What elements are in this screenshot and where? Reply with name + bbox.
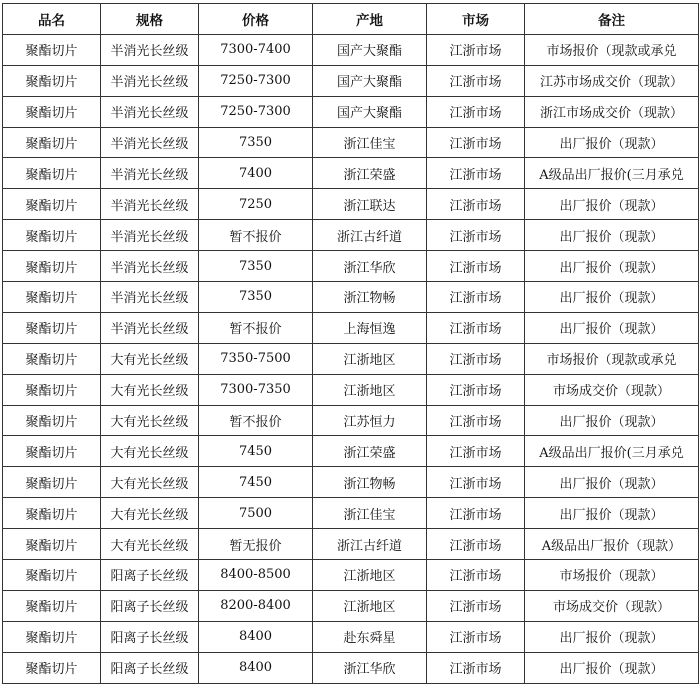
cell-market: 江浙市场 xyxy=(427,652,525,683)
cell-remark: A级品出厂报价(三月承兑 xyxy=(525,158,699,189)
cell-remark: 出厂报价（现款） xyxy=(525,467,699,498)
cell-product: 聚酯切片 xyxy=(3,529,101,560)
cell-remark: 市场报价（现款或承兑 xyxy=(525,34,699,65)
cell-price: 8400 xyxy=(199,621,313,652)
cell-origin: 江浙地区 xyxy=(313,560,427,591)
cell-product: 聚酯切片 xyxy=(3,251,101,282)
cell-spec: 半消光长丝级 xyxy=(101,220,199,251)
table-row xyxy=(3,343,699,374)
cell-product: 聚酯切片 xyxy=(3,405,101,436)
table-row xyxy=(3,220,699,251)
cell-origin: 江浙地区 xyxy=(313,343,427,374)
cell-remark: 出厂报价（现款） xyxy=(525,621,699,652)
cell-origin: 国产大聚酯 xyxy=(313,34,427,65)
header-market: 市场 xyxy=(427,4,525,35)
cell-remark: 市场成交价（现款） xyxy=(525,590,699,621)
cell-spec: 半消光长丝级 xyxy=(101,127,199,158)
cell-product: 聚酯切片 xyxy=(3,621,101,652)
cell-spec: 大有光长丝级 xyxy=(101,405,199,436)
cell-remark: 市场报价（现款） xyxy=(525,560,699,591)
cell-origin: 上海恒逸 xyxy=(313,312,427,343)
cell-spec: 半消光长丝级 xyxy=(101,251,199,282)
table-body xyxy=(3,34,699,683)
header-origin: 产地 xyxy=(313,4,427,35)
table-row xyxy=(3,436,699,467)
cell-market: 江浙市场 xyxy=(427,560,525,591)
table-row xyxy=(3,158,699,189)
cell-market: 江浙市场 xyxy=(427,251,525,282)
cell-market: 江浙市场 xyxy=(427,220,525,251)
cell-origin: 浙江联达 xyxy=(313,189,427,220)
cell-product: 聚酯切片 xyxy=(3,374,101,405)
header-product: 品名 xyxy=(3,4,101,35)
cell-spec: 半消光长丝级 xyxy=(101,65,199,96)
header-row xyxy=(3,4,699,35)
cell-product: 聚酯切片 xyxy=(3,65,101,96)
cell-price: 暂不报价 xyxy=(199,220,313,251)
cell-market: 江浙市场 xyxy=(427,529,525,560)
cell-market: 江浙市场 xyxy=(427,590,525,621)
cell-remark: 浙江市场成交价（现款） xyxy=(525,96,699,127)
table-row xyxy=(3,127,699,158)
cell-spec: 大有光长丝级 xyxy=(101,436,199,467)
cell-product: 聚酯切片 xyxy=(3,158,101,189)
cell-market: 江浙市场 xyxy=(427,312,525,343)
cell-market: 江浙市场 xyxy=(427,498,525,529)
cell-remark: 出厂报价（现款） xyxy=(525,405,699,436)
cell-price: 8200-8400 xyxy=(199,590,313,621)
table-row xyxy=(3,65,699,96)
cell-product: 聚酯切片 xyxy=(3,127,101,158)
cell-market: 江浙市场 xyxy=(427,405,525,436)
cell-market: 江浙市场 xyxy=(427,127,525,158)
cell-market: 江浙市场 xyxy=(427,158,525,189)
cell-market: 江浙市场 xyxy=(427,282,525,313)
cell-market: 江浙市场 xyxy=(427,621,525,652)
table-row xyxy=(3,34,699,65)
cell-origin: 国产大聚酯 xyxy=(313,96,427,127)
table-row xyxy=(3,621,699,652)
cell-price: 7500 xyxy=(199,498,313,529)
cell-price: 7300-7350 xyxy=(199,374,313,405)
cell-spec: 半消光长丝级 xyxy=(101,282,199,313)
cell-price: 暂不报价 xyxy=(199,312,313,343)
table-row xyxy=(3,251,699,282)
header-spec: 规格 xyxy=(101,4,199,35)
cell-spec: 阳离子长丝级 xyxy=(101,590,199,621)
cell-remark: 出厂报价（现款） xyxy=(525,498,699,529)
cell-product: 聚酯切片 xyxy=(3,652,101,683)
cell-spec: 半消光长丝级 xyxy=(101,158,199,189)
cell-remark: A级品出厂报价(三月承兑 xyxy=(525,436,699,467)
cell-spec: 大有光长丝级 xyxy=(101,343,199,374)
cell-spec: 大有光长丝级 xyxy=(101,374,199,405)
cell-origin: 江浙地区 xyxy=(313,590,427,621)
cell-price: 7300-7400 xyxy=(199,34,313,65)
cell-price: 7350 xyxy=(199,282,313,313)
cell-remark: 出厂报价（现款） xyxy=(525,282,699,313)
cell-origin: 江浙地区 xyxy=(313,374,427,405)
cell-remark: 江苏市场成交价（现款） xyxy=(525,65,699,96)
cell-origin: 浙江华欣 xyxy=(313,251,427,282)
cell-product: 聚酯切片 xyxy=(3,34,101,65)
cell-product: 聚酯切片 xyxy=(3,590,101,621)
table-row xyxy=(3,189,699,220)
cell-market: 江浙市场 xyxy=(427,96,525,127)
cell-origin: 浙江古纤道 xyxy=(313,529,427,560)
price-table xyxy=(2,3,699,684)
cell-product: 聚酯切片 xyxy=(3,189,101,220)
cell-market: 江浙市场 xyxy=(427,374,525,405)
cell-spec: 大有光长丝级 xyxy=(101,498,199,529)
cell-spec: 半消光长丝级 xyxy=(101,96,199,127)
cell-spec: 阳离子长丝级 xyxy=(101,652,199,683)
cell-price: 7350 xyxy=(199,251,313,282)
cell-origin: 赴东舜星 xyxy=(313,621,427,652)
cell-price: 7350 xyxy=(199,127,313,158)
cell-market: 江浙市场 xyxy=(427,436,525,467)
cell-origin: 浙江华欣 xyxy=(313,652,427,683)
cell-origin: 浙江古纤道 xyxy=(313,220,427,251)
cell-product: 聚酯切片 xyxy=(3,96,101,127)
cell-spec: 大有光长丝级 xyxy=(101,467,199,498)
cell-market: 江浙市场 xyxy=(427,189,525,220)
cell-price: 暂无报价 xyxy=(199,529,313,560)
table-row xyxy=(3,405,699,436)
cell-spec: 阳离子长丝级 xyxy=(101,621,199,652)
cell-spec: 半消光长丝级 xyxy=(101,312,199,343)
header-price: 价格 xyxy=(199,4,313,35)
cell-product: 聚酯切片 xyxy=(3,467,101,498)
cell-origin: 浙江荣盛 xyxy=(313,436,427,467)
cell-product: 聚酯切片 xyxy=(3,560,101,591)
cell-price: 7350-7500 xyxy=(199,343,313,374)
cell-remark: 出厂报价（现款） xyxy=(525,312,699,343)
cell-remark: 出厂报价（现款） xyxy=(525,189,699,220)
cell-market: 江浙市场 xyxy=(427,343,525,374)
table-row xyxy=(3,312,699,343)
cell-spec: 半消光长丝级 xyxy=(101,34,199,65)
cell-origin: 浙江佳宝 xyxy=(313,127,427,158)
cell-price: 8400-8500 xyxy=(199,560,313,591)
cell-spec: 阳离子长丝级 xyxy=(101,560,199,591)
table-row xyxy=(3,590,699,621)
cell-origin: 浙江物畅 xyxy=(313,467,427,498)
cell-origin: 江苏恒力 xyxy=(313,405,427,436)
table-row xyxy=(3,374,699,405)
cell-product: 聚酯切片 xyxy=(3,343,101,374)
table-row xyxy=(3,282,699,313)
cell-price: 暂不报价 xyxy=(199,405,313,436)
header-remark: 备注 xyxy=(525,4,699,35)
cell-price: 7250 xyxy=(199,189,313,220)
cell-product: 聚酯切片 xyxy=(3,282,101,313)
table-row xyxy=(3,652,699,683)
cell-price: 7250-7300 xyxy=(199,96,313,127)
cell-remark: A级品出厂报价（现款） xyxy=(525,529,699,560)
table-row xyxy=(3,529,699,560)
cell-remark: 出厂报价（现款） xyxy=(525,220,699,251)
cell-market: 江浙市场 xyxy=(427,34,525,65)
cell-price: 7450 xyxy=(199,436,313,467)
cell-origin: 浙江佳宝 xyxy=(313,498,427,529)
cell-remark: 市场成交价（现款） xyxy=(525,374,699,405)
cell-price: 7250-7300 xyxy=(199,65,313,96)
cell-spec: 半消光长丝级 xyxy=(101,189,199,220)
cell-remark: 市场报价（现款或承兑 xyxy=(525,343,699,374)
cell-product: 聚酯切片 xyxy=(3,312,101,343)
cell-product: 聚酯切片 xyxy=(3,436,101,467)
cell-origin: 国产大聚酯 xyxy=(313,65,427,96)
cell-price: 7450 xyxy=(199,467,313,498)
cell-origin: 浙江物畅 xyxy=(313,282,427,313)
cell-remark: 出厂报价（现款） xyxy=(525,127,699,158)
cell-market: 江浙市场 xyxy=(427,467,525,498)
cell-origin: 浙江荣盛 xyxy=(313,158,427,189)
cell-remark: 出厂报价（现款） xyxy=(525,251,699,282)
cell-price: 7400 xyxy=(199,158,313,189)
table-row xyxy=(3,560,699,591)
cell-market: 江浙市场 xyxy=(427,65,525,96)
cell-product: 聚酯切片 xyxy=(3,220,101,251)
cell-remark: 出厂报价（现款） xyxy=(525,652,699,683)
cell-spec: 大有光长丝级 xyxy=(101,529,199,560)
cell-price: 8400 xyxy=(199,652,313,683)
table-row xyxy=(3,498,699,529)
cell-product: 聚酯切片 xyxy=(3,498,101,529)
table-row xyxy=(3,96,699,127)
table-row xyxy=(3,467,699,498)
